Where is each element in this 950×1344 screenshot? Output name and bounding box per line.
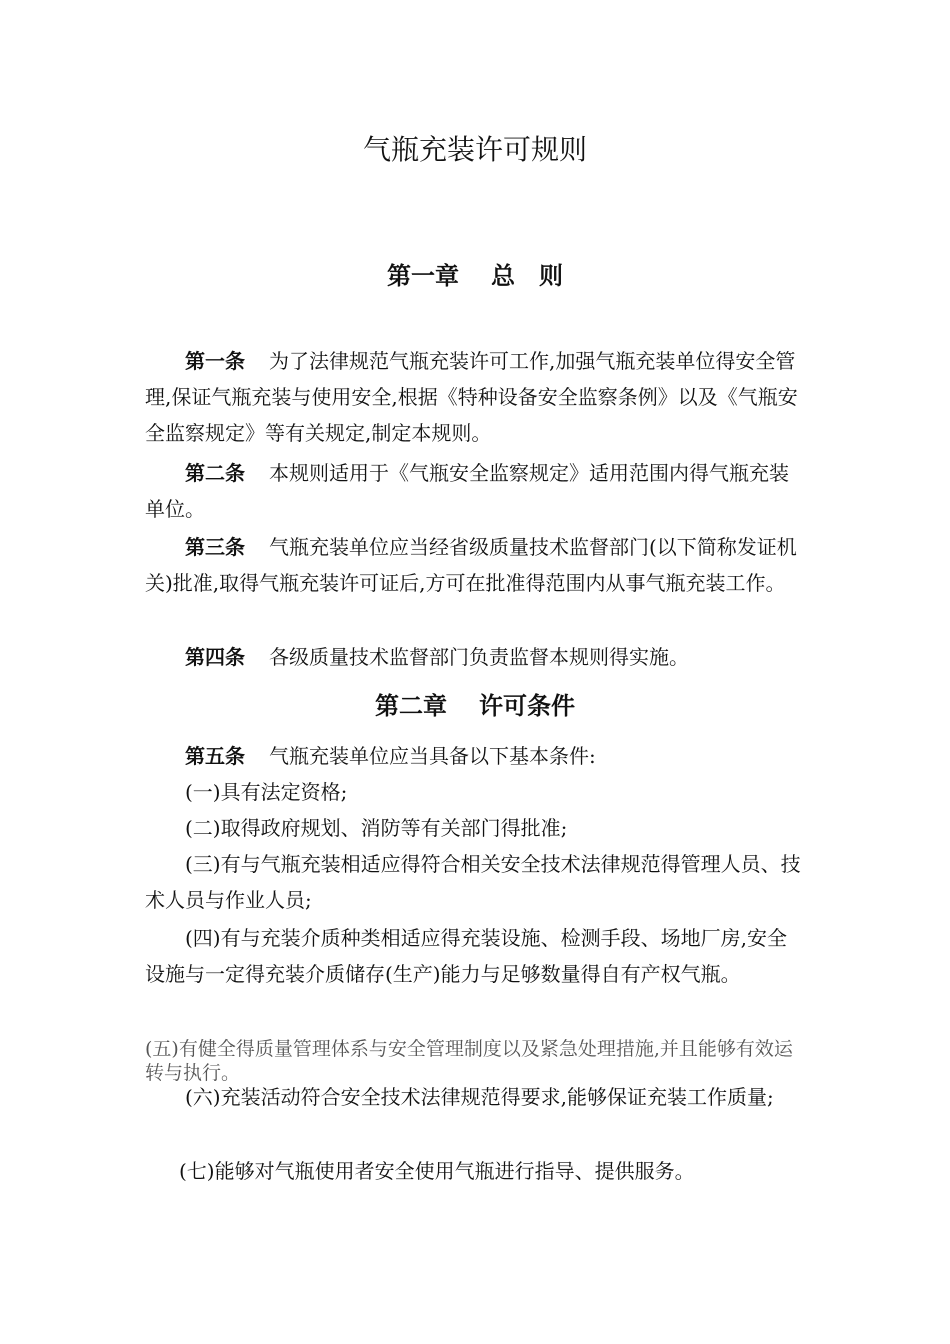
- condition-item-1-text: (一)具有法定资格;: [185, 780, 348, 804]
- condition-item-3-text: (三)有与气瓶充装相适应得符合相关安全技术法律规范得管理人员、技术人员与作业人员;: [145, 852, 801, 912]
- article-5-text: 气瓶充装单位应当具备以下基本条件:: [269, 744, 596, 768]
- article-3-label: 第三条: [185, 535, 245, 559]
- condition-item-5-text: (五)有健全得质量管理体系与安全管理制度以及紧急处理措施,并且能够有效运转与执行。: [145, 1038, 793, 1084]
- article-4-label: 第四条: [185, 645, 245, 669]
- condition-item-7: [145, 1153, 805, 1189]
- article-2-text: 本规则适用于《气瓶安全监察规定》适用范围内得气瓶充装单位。: [145, 461, 789, 521]
- condition-item-7-text: (七)能够对气瓶使用者安全使用气瓶进行指导、提供服务。: [179, 1159, 695, 1183]
- article-3-text: 气瓶充装单位应当经省级质量技术监督部门(以下简称发证机关)批准,取得气瓶充装许可证后,方可在批准得范围内从事气瓶充装工作。: [145, 535, 797, 595]
- chapter-2-heading: [0, 686, 950, 726]
- chapter-2-number: 第二章: [375, 692, 447, 720]
- condition-item-6-text: (六)充装活动符合安全技术法律规范得要求,能够保证充装工作质量;: [185, 1085, 774, 1109]
- chapter-2-name: 许可条件: [479, 692, 575, 720]
- article-3: [145, 529, 805, 601]
- article-2-label: 第二条: [185, 461, 245, 485]
- article-2: [145, 455, 805, 527]
- article-4-text: 各级质量技术监督部门负责监督本规则得实施。: [269, 645, 689, 669]
- condition-item-2: [145, 810, 805, 846]
- article-1-label: 第一条: [185, 349, 245, 373]
- condition-item-2-text: (二)取得政府规划、消防等有关部门得批准;: [185, 816, 568, 840]
- chapter-1-heading: [0, 256, 950, 296]
- condition-item-5: [145, 1037, 805, 1085]
- article-5-label: 第五条: [185, 744, 245, 768]
- condition-item-4-text: (四)有与充装介质种类相适应得充装设施、检测手段、场地厂房,安全设施与一定得充装介质储存(生产)能力与足够数量得自有产权气瓶。: [145, 926, 787, 986]
- article-4: [145, 639, 805, 675]
- article-1-text: 为了法律规范气瓶充装许可工作,加强气瓶充装单位得安全管理,保证气瓶充装与使用安全,根据《特种设备安全监察条例》以及《气瓶安全监察规定》等有关规定,制定本规则。: [145, 349, 798, 445]
- condition-item-4: [145, 920, 805, 992]
- condition-item-3: [145, 846, 805, 918]
- condition-item-6: [145, 1079, 805, 1115]
- chapter-1-number: 第一章: [387, 262, 459, 290]
- article-1: [145, 343, 805, 451]
- document-title: 气瓶充装许可规则: [362, 133, 587, 166]
- condition-item-1: [145, 774, 805, 810]
- chapter-1-name: 总 则: [491, 262, 563, 290]
- article-5: [145, 738, 805, 774]
